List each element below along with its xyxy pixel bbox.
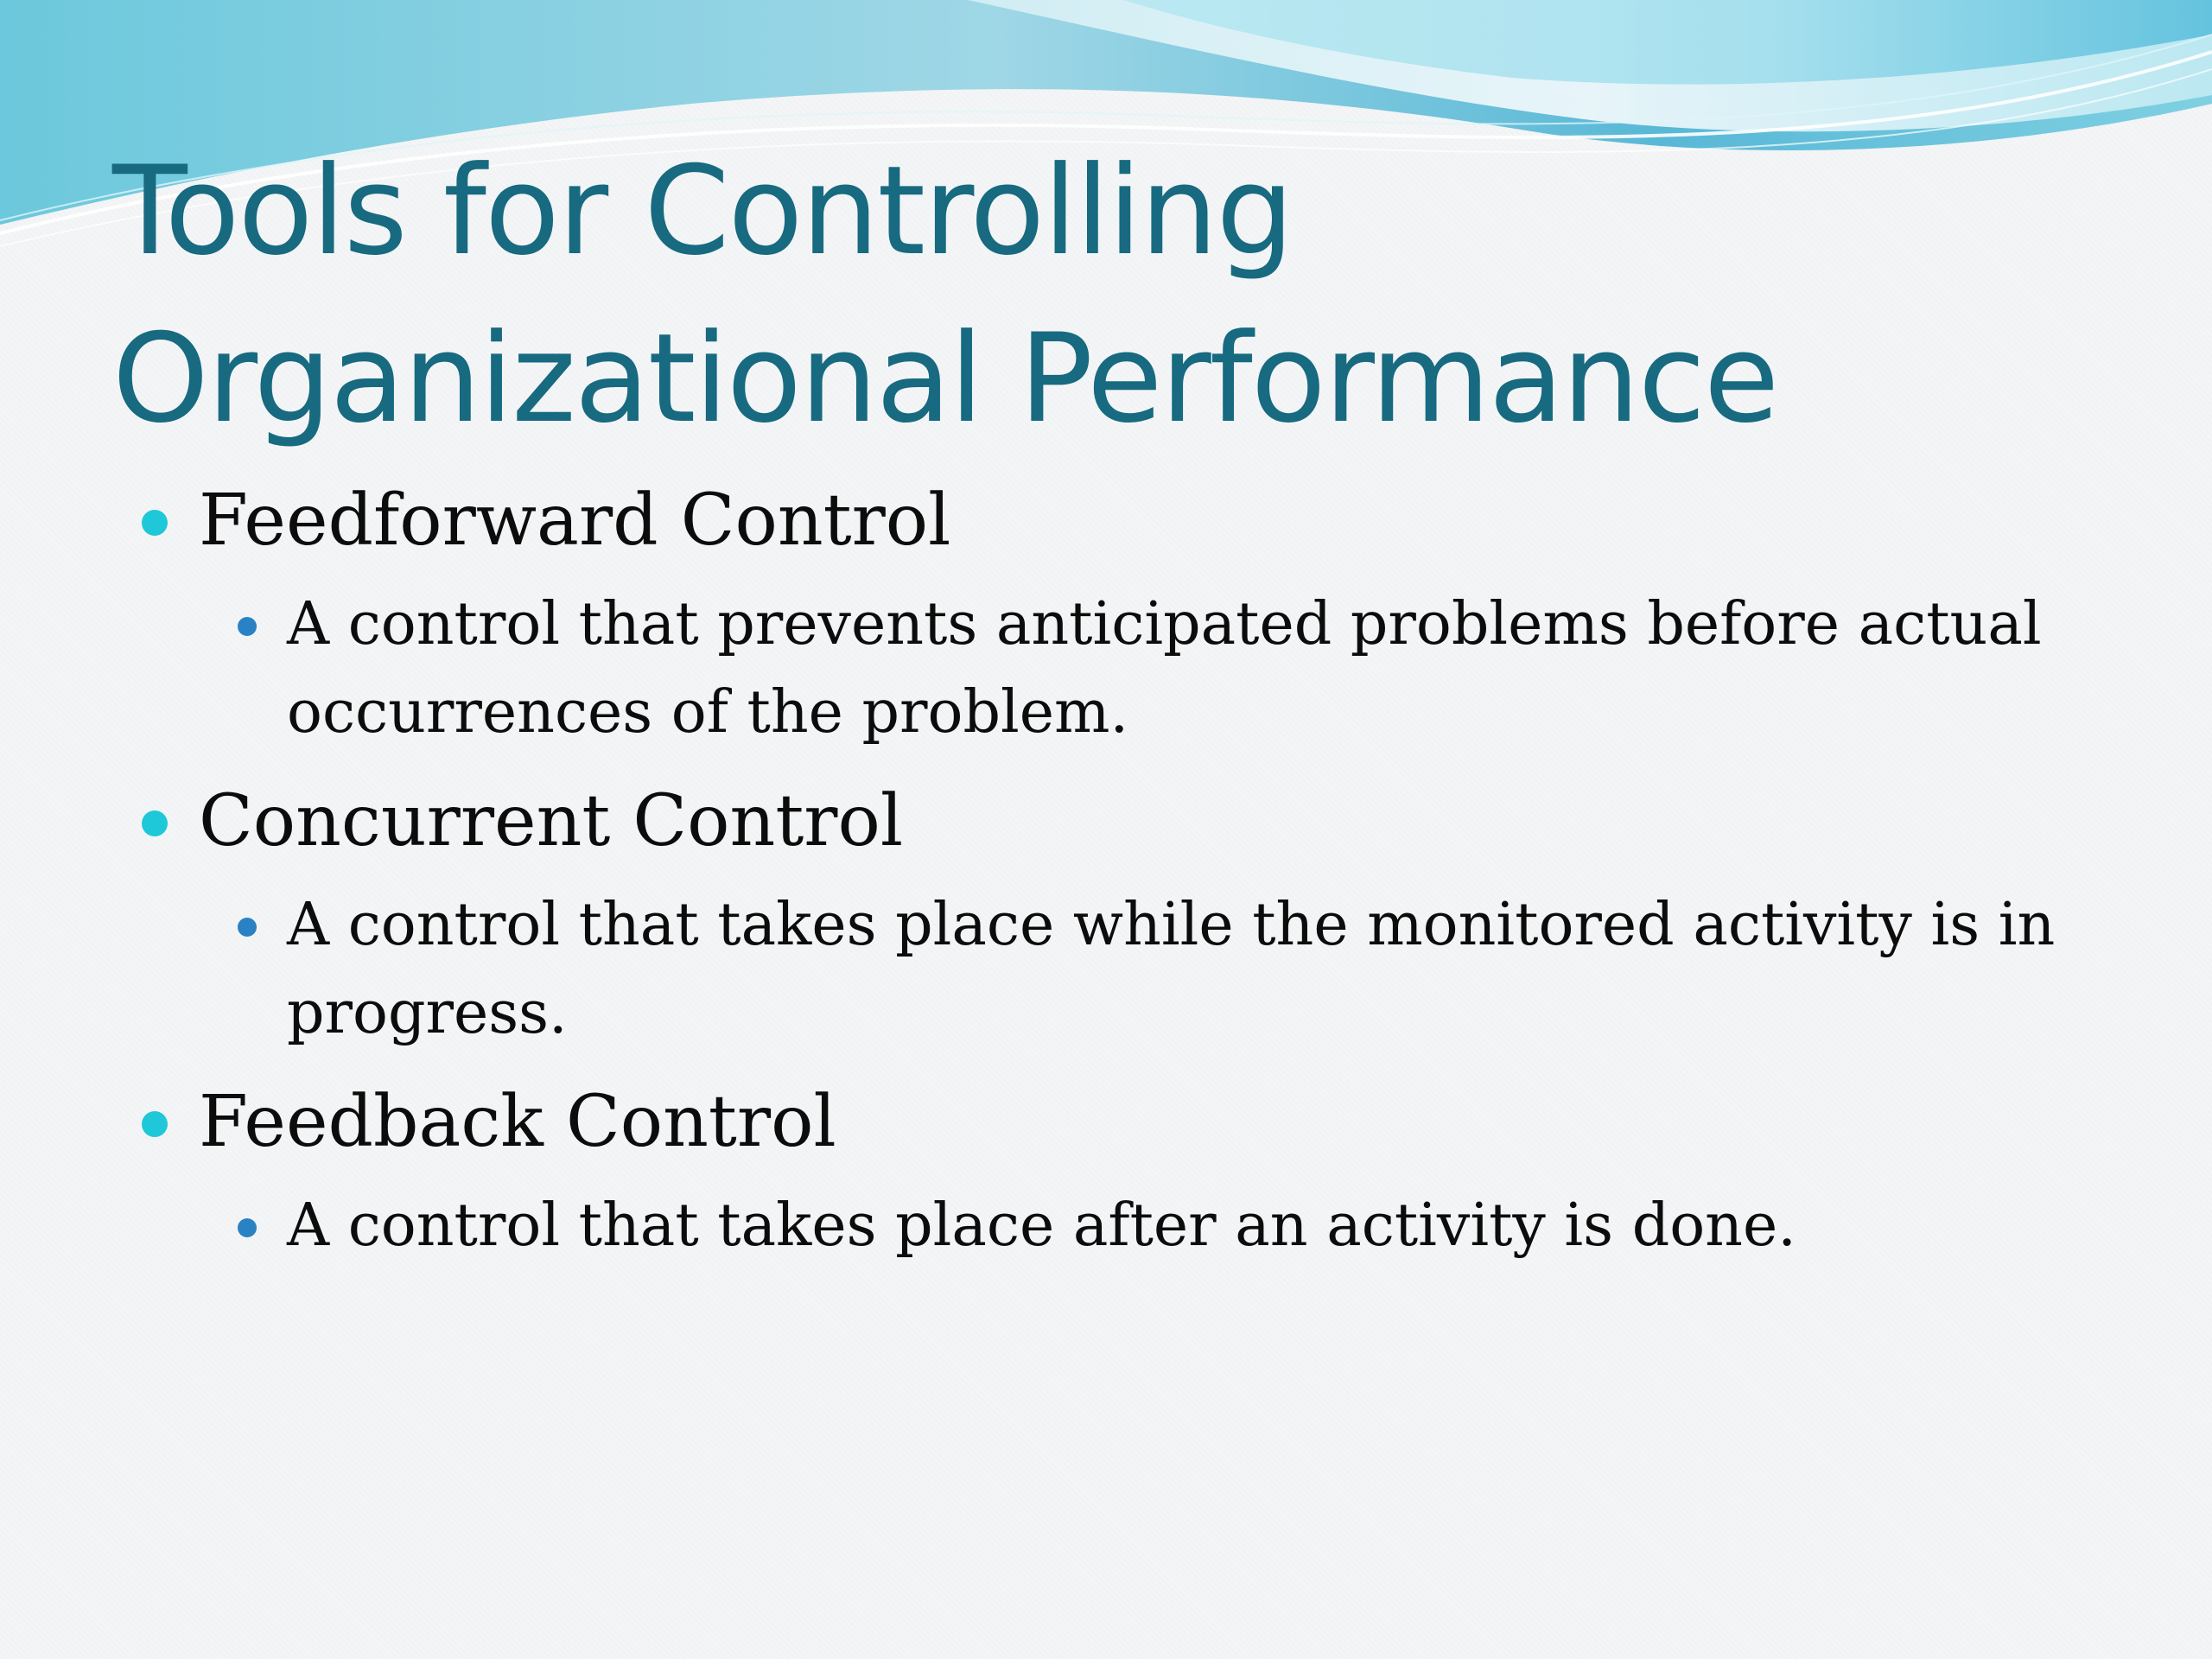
bullet-item-feedforward bbox=[138, 474, 2091, 569]
sub-bullet-dot-icon bbox=[238, 1218, 257, 1237]
sub-bullet-dot-icon bbox=[238, 918, 257, 937]
bullet-dot-icon bbox=[142, 1111, 168, 1137]
bullet-heading: Feedback Control bbox=[199, 1081, 836, 1163]
bullet-item-feedback bbox=[138, 1075, 2091, 1170]
sub-bullet-concurrent bbox=[138, 881, 2091, 1058]
sub-bullet-feedforward bbox=[138, 581, 2091, 757]
bullet-heading: Feedforward Control bbox=[199, 480, 951, 562]
bullet-list bbox=[138, 474, 2091, 1287]
bullet-heading: Concurrent Control bbox=[199, 780, 904, 862]
bullet-dot-icon bbox=[142, 810, 168, 836]
bullet-item-concurrent bbox=[138, 774, 2091, 869]
slide-title: Tools for Controlling Organizational Performance bbox=[112, 140, 1778, 450]
sub-bullet-feedback bbox=[138, 1182, 2091, 1270]
bullet-detail: A control that takes place while the monitored activity is in progress. bbox=[287, 891, 2056, 1047]
bullet-detail: A control that takes place after an activity is done. bbox=[287, 1192, 1796, 1260]
sub-bullet-dot-icon bbox=[238, 617, 257, 636]
bullet-dot-icon bbox=[142, 510, 168, 536]
bullet-detail: A control that prevents anticipated problems before actual occurrences of the problem. bbox=[287, 590, 2042, 747]
